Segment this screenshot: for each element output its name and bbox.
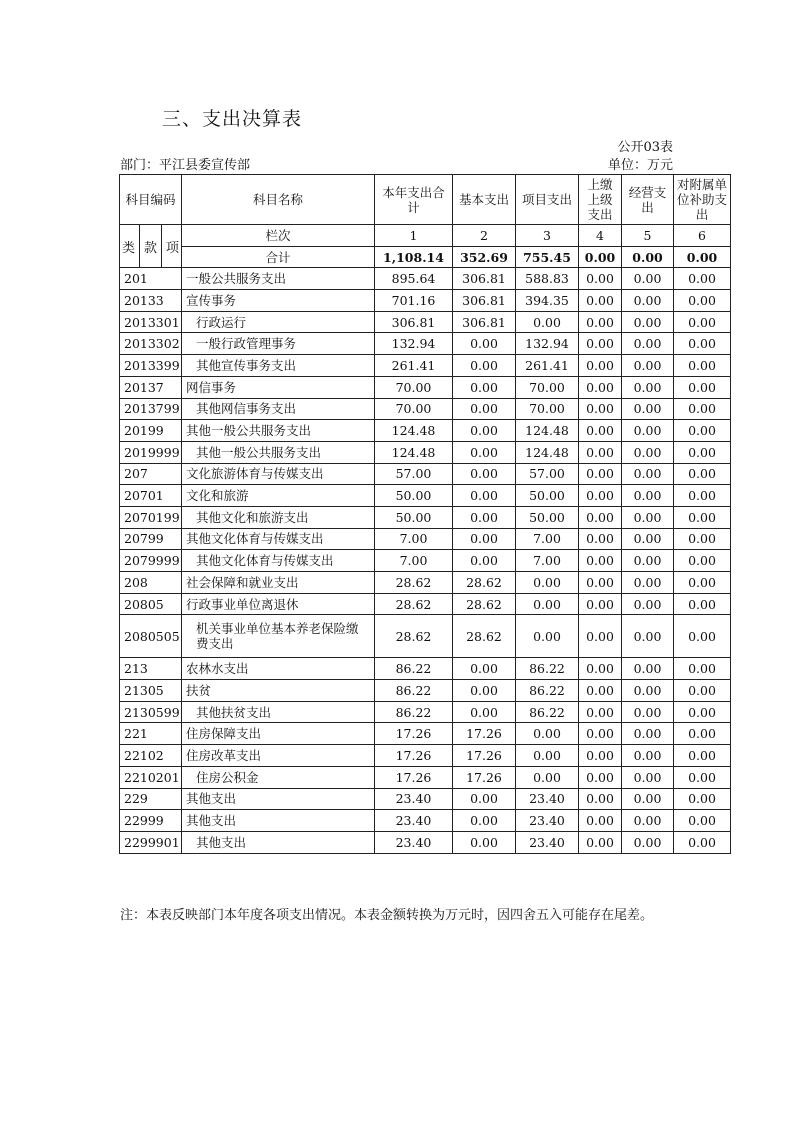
row-code: 208 [120, 572, 182, 594]
table-row [120, 788, 731, 810]
row-value: 132.94 [516, 333, 579, 355]
row-value: 86.22 [375, 658, 453, 680]
row-value: 132.94 [375, 333, 453, 355]
row-value: 0.00 [622, 463, 674, 485]
row-code: 21305 [120, 680, 182, 702]
row-value: 0.00 [453, 506, 516, 528]
table-row [120, 528, 731, 550]
row-value: 306.81 [453, 290, 516, 312]
table-row [120, 420, 731, 442]
column-number: 3 [516, 225, 579, 247]
row-name: 其他扶贫支出 [182, 701, 375, 723]
lanci-label: 栏次 [182, 225, 375, 247]
row-name: 其他文化体育与传媒支出 [182, 528, 375, 550]
row-name: 文化和旅游 [182, 485, 375, 507]
row-value: 23.40 [516, 788, 579, 810]
row-code: 201 [120, 268, 182, 290]
form-number: 公开03表 [617, 140, 673, 155]
row-value: 0.00 [453, 550, 516, 572]
totals-row [120, 246, 731, 268]
table-row [120, 680, 731, 702]
row-value: 0.00 [674, 766, 731, 788]
row-value: 0.00 [579, 485, 622, 507]
header-total: 本年支出合计 [375, 175, 453, 225]
row-value: 0.00 [674, 572, 731, 594]
row-value: 0.00 [579, 311, 622, 333]
row-value: 0.00 [674, 788, 731, 810]
row-value: 23.40 [516, 810, 579, 832]
row-value: 0.00 [674, 268, 731, 290]
row-value: 0.00 [579, 593, 622, 615]
row-value: 0.00 [579, 788, 622, 810]
row-value: 50.00 [375, 506, 453, 528]
row-code: 2013301 [120, 311, 182, 333]
row-value: 0.00 [674, 550, 731, 572]
row-code: 22102 [120, 745, 182, 767]
row-value: 17.26 [453, 723, 516, 745]
row-value: 57.00 [375, 463, 453, 485]
row-value: 0.00 [453, 333, 516, 355]
table-row [120, 355, 731, 377]
totals-value: 0.00 [674, 246, 731, 268]
row-value: 17.26 [453, 745, 516, 767]
row-value: 124.48 [375, 441, 453, 463]
row-value: 0.00 [674, 593, 731, 615]
row-value: 0.00 [622, 376, 674, 398]
page-title: 三、支出决算表 [162, 108, 303, 130]
row-value: 50.00 [516, 485, 579, 507]
row-value: 86.22 [375, 680, 453, 702]
row-value: 0.00 [622, 550, 674, 572]
row-value: 0.00 [622, 788, 674, 810]
row-code: 2070199 [120, 506, 182, 528]
row-value: 701.16 [375, 290, 453, 312]
table-row [120, 463, 731, 485]
row-code: 2013302 [120, 333, 182, 355]
row-value: 28.62 [375, 572, 453, 594]
row-value: 0.00 [674, 680, 731, 702]
row-value: 0.00 [516, 593, 579, 615]
row-value: 0.00 [674, 615, 731, 658]
row-value: 0.00 [674, 398, 731, 420]
row-code: 22999 [120, 810, 182, 832]
totals-value: 0.00 [622, 246, 674, 268]
row-value: 0.00 [622, 745, 674, 767]
row-name: 网信事务 [182, 376, 375, 398]
column-number: 6 [674, 225, 731, 247]
row-value: 0.00 [622, 506, 674, 528]
header-upper: 上缴上级支出 [579, 175, 622, 225]
row-value: 0.00 [579, 441, 622, 463]
row-value: 0.00 [579, 420, 622, 442]
table-row [120, 658, 731, 680]
table-row [120, 810, 731, 832]
row-code: 20805 [120, 593, 182, 615]
row-value: 0.00 [579, 268, 622, 290]
row-value: 0.00 [516, 311, 579, 333]
row-value: 86.22 [516, 701, 579, 723]
totals-label: 合计 [182, 246, 375, 268]
row-code: 2019999 [120, 441, 182, 463]
row-value: 0.00 [674, 463, 731, 485]
row-value: 28.62 [375, 593, 453, 615]
row-value: 0.00 [674, 831, 731, 853]
row-name: 其他支出 [182, 810, 375, 832]
row-name: 一般公共服务支出 [182, 268, 375, 290]
row-value: 7.00 [516, 528, 579, 550]
lei-kuan-xiang-cell [120, 225, 182, 268]
row-value: 17.26 [375, 745, 453, 767]
row-value: 0.00 [516, 615, 579, 658]
row-value: 0.00 [674, 485, 731, 507]
row-value: 0.00 [579, 766, 622, 788]
row-name: 社会保障和就业支出 [182, 572, 375, 594]
row-value: 0.00 [674, 290, 731, 312]
lei-label: 类 [121, 240, 135, 256]
footnote: 注：本表反映部门本年度各项支出情况。本表金额转换为万元时，因四舍五入可能存在尾差。 [120, 908, 654, 923]
table-row [120, 723, 731, 745]
row-value: 0.00 [622, 268, 674, 290]
row-value: 0.00 [622, 766, 674, 788]
row-value: 0.00 [622, 723, 674, 745]
row-value: 0.00 [453, 398, 516, 420]
row-name: 其他支出 [182, 788, 375, 810]
row-value: 0.00 [579, 376, 622, 398]
row-value: 70.00 [375, 376, 453, 398]
row-value: 0.00 [453, 420, 516, 442]
row-value: 0.00 [516, 572, 579, 594]
row-code: 221 [120, 723, 182, 745]
table-row [120, 376, 731, 398]
row-name: 住房保障支出 [182, 723, 375, 745]
row-value: 0.00 [622, 572, 674, 594]
header-subsidy: 对附属单位补助支出 [674, 175, 731, 225]
row-value: 86.22 [516, 680, 579, 702]
row-value: 0.00 [674, 658, 731, 680]
row-value: 0.00 [579, 463, 622, 485]
header-project: 项目支出 [516, 175, 579, 225]
row-value: 0.00 [579, 333, 622, 355]
column-number: 4 [579, 225, 622, 247]
totals-value: 352.69 [453, 246, 516, 268]
table-row [120, 745, 731, 767]
row-value: 0.00 [579, 701, 622, 723]
row-value: 0.00 [453, 810, 516, 832]
row-value: 0.00 [579, 506, 622, 528]
row-value: 0.00 [579, 615, 622, 658]
row-value: 0.00 [674, 723, 731, 745]
row-value: 0.00 [674, 311, 731, 333]
table-row [120, 311, 731, 333]
row-value: 0.00 [622, 528, 674, 550]
row-value: 0.00 [579, 745, 622, 767]
row-code: 2013799 [120, 398, 182, 420]
row-value: 50.00 [516, 506, 579, 528]
row-value: 17.26 [375, 723, 453, 745]
row-value: 7.00 [375, 528, 453, 550]
row-value: 0.00 [622, 658, 674, 680]
row-value: 0.00 [622, 441, 674, 463]
row-value: 0.00 [516, 766, 579, 788]
row-code: 2130599 [120, 701, 182, 723]
row-value: 0.00 [579, 550, 622, 572]
row-name: 其他宣传事务支出 [182, 355, 375, 377]
row-code: 20799 [120, 528, 182, 550]
row-name: 文化旅游体育与传媒支出 [182, 463, 375, 485]
row-value: 57.00 [516, 463, 579, 485]
row-value: 86.22 [375, 701, 453, 723]
row-code: 20133 [120, 290, 182, 312]
header-code: 科目编码 [120, 175, 182, 225]
row-value: 0.00 [453, 831, 516, 853]
header-basic: 基本支出 [453, 175, 516, 225]
row-name: 行政事业单位离退休 [182, 593, 375, 615]
table-row [120, 701, 731, 723]
row-value: 306.81 [453, 311, 516, 333]
row-value: 86.22 [516, 658, 579, 680]
row-value: 0.00 [579, 290, 622, 312]
row-value: 0.00 [579, 398, 622, 420]
row-value: 0.00 [622, 831, 674, 853]
department-label: 部门：平江县委宣传部 [120, 158, 251, 173]
row-value: 28.62 [375, 615, 453, 658]
row-name: 农林水支出 [182, 658, 375, 680]
row-value: 28.62 [453, 593, 516, 615]
row-value: 0.00 [674, 333, 731, 355]
row-value: 0.00 [674, 376, 731, 398]
row-value: 0.00 [674, 441, 731, 463]
row-value: 0.00 [579, 528, 622, 550]
row-value: 0.00 [579, 355, 622, 377]
row-value: 70.00 [375, 398, 453, 420]
row-value: 0.00 [622, 420, 674, 442]
table-row [120, 333, 731, 355]
table-row [120, 550, 731, 572]
row-value: 261.41 [375, 355, 453, 377]
totals-value: 1,108.14 [375, 246, 453, 268]
row-value: 28.62 [453, 615, 516, 658]
header-name: 科目名称 [182, 175, 375, 225]
row-value: 306.81 [375, 311, 453, 333]
row-value: 0.00 [622, 290, 674, 312]
row-value: 261.41 [516, 355, 579, 377]
row-code: 20199 [120, 420, 182, 442]
row-value: 70.00 [516, 376, 579, 398]
row-value: 0.00 [516, 723, 579, 745]
row-value: 23.40 [375, 810, 453, 832]
row-value: 0.00 [579, 723, 622, 745]
row-value: 0.00 [674, 355, 731, 377]
table-row [120, 398, 731, 420]
row-value: 306.81 [453, 268, 516, 290]
row-name: 其他网信事务支出 [182, 398, 375, 420]
xiang-label: 项 [165, 240, 179, 256]
row-value: 0.00 [453, 658, 516, 680]
row-name: 住房改革支出 [182, 745, 375, 767]
row-value: 0.00 [622, 485, 674, 507]
row-value: 0.00 [579, 831, 622, 853]
row-code: 2299901 [120, 831, 182, 853]
subheader-divider [139, 225, 140, 267]
row-code: 229 [120, 788, 182, 810]
row-value: 7.00 [375, 550, 453, 572]
table-row [120, 290, 731, 312]
row-value: 0.00 [674, 701, 731, 723]
row-value: 895.64 [375, 268, 453, 290]
row-value: 0.00 [453, 355, 516, 377]
row-value: 0.00 [622, 680, 674, 702]
row-value: 0.00 [622, 311, 674, 333]
row-value: 0.00 [622, 333, 674, 355]
row-value: 0.00 [674, 420, 731, 442]
table-row [120, 593, 731, 615]
row-value: 0.00 [622, 701, 674, 723]
table-row [120, 268, 731, 290]
row-value: 0.00 [674, 506, 731, 528]
row-value: 0.00 [674, 810, 731, 832]
column-number-row [120, 225, 731, 247]
table-row [120, 831, 731, 853]
row-value: 0.00 [622, 398, 674, 420]
row-value: 124.48 [516, 441, 579, 463]
row-value: 0.00 [579, 572, 622, 594]
row-name: 其他一般公共服务支出 [182, 441, 375, 463]
unit-label: 单位：万元 [607, 158, 673, 173]
totals-value: 0.00 [579, 246, 622, 268]
header-business: 经营支出 [622, 175, 674, 225]
row-code: 2079999 [120, 550, 182, 572]
table-row [120, 441, 731, 463]
row-value: 0.00 [622, 593, 674, 615]
subheader-divider [161, 225, 162, 267]
row-value: 0.00 [453, 485, 516, 507]
header-row [120, 175, 731, 225]
row-name: 其他一般公共服务支出 [182, 420, 375, 442]
row-value: 394.35 [516, 290, 579, 312]
row-value: 0.00 [453, 701, 516, 723]
row-name: 其他支出 [182, 831, 375, 853]
row-value: 0.00 [453, 441, 516, 463]
column-number: 5 [622, 225, 674, 247]
table-row [120, 485, 731, 507]
row-value: 124.48 [516, 420, 579, 442]
row-value: 0.00 [453, 376, 516, 398]
row-name: 机关事业单位基本养老保险缴费支出 [182, 615, 375, 658]
row-value: 50.00 [375, 485, 453, 507]
row-value: 0.00 [579, 680, 622, 702]
row-value: 0.00 [622, 615, 674, 658]
row-value: 0.00 [622, 810, 674, 832]
column-number: 1 [375, 225, 453, 247]
row-name: 一般行政管理事务 [182, 333, 375, 355]
row-value: 0.00 [579, 658, 622, 680]
row-value: 0.00 [453, 788, 516, 810]
row-value: 0.00 [453, 528, 516, 550]
row-value: 0.00 [516, 745, 579, 767]
column-number: 2 [453, 225, 516, 247]
totals-value: 755.45 [516, 246, 579, 268]
row-value: 23.40 [375, 831, 453, 853]
row-value: 23.40 [375, 788, 453, 810]
row-name: 其他文化和旅游支出 [182, 506, 375, 528]
row-value: 17.26 [453, 766, 516, 788]
row-value: 0.00 [674, 745, 731, 767]
row-code: 20701 [120, 485, 182, 507]
kuan-label: 款 [143, 240, 157, 256]
row-name: 行政运行 [182, 311, 375, 333]
row-name: 住房公积金 [182, 766, 375, 788]
row-value: 70.00 [516, 398, 579, 420]
row-value: 0.00 [579, 810, 622, 832]
row-value: 0.00 [453, 463, 516, 485]
row-code: 20137 [120, 376, 182, 398]
table-row [120, 506, 731, 528]
row-code: 2210201 [120, 766, 182, 788]
row-code: 213 [120, 658, 182, 680]
row-code: 207 [120, 463, 182, 485]
expenditure-table [119, 174, 731, 854]
row-code: 2013399 [120, 355, 182, 377]
table-row [120, 766, 731, 788]
row-value: 17.26 [375, 766, 453, 788]
row-value: 124.48 [375, 420, 453, 442]
row-value: 7.00 [516, 550, 579, 572]
table-row [120, 615, 731, 658]
table-row [120, 572, 731, 594]
row-name: 扶贫 [182, 680, 375, 702]
row-value: 0.00 [453, 680, 516, 702]
row-value: 23.40 [516, 831, 579, 853]
row-value: 28.62 [453, 572, 516, 594]
row-code: 2080505 [120, 615, 182, 658]
row-value: 588.83 [516, 268, 579, 290]
row-value: 0.00 [622, 355, 674, 377]
row-name: 其他文化体育与传媒支出 [182, 550, 375, 572]
row-name: 宣传事务 [182, 290, 375, 312]
row-value: 0.00 [674, 528, 731, 550]
